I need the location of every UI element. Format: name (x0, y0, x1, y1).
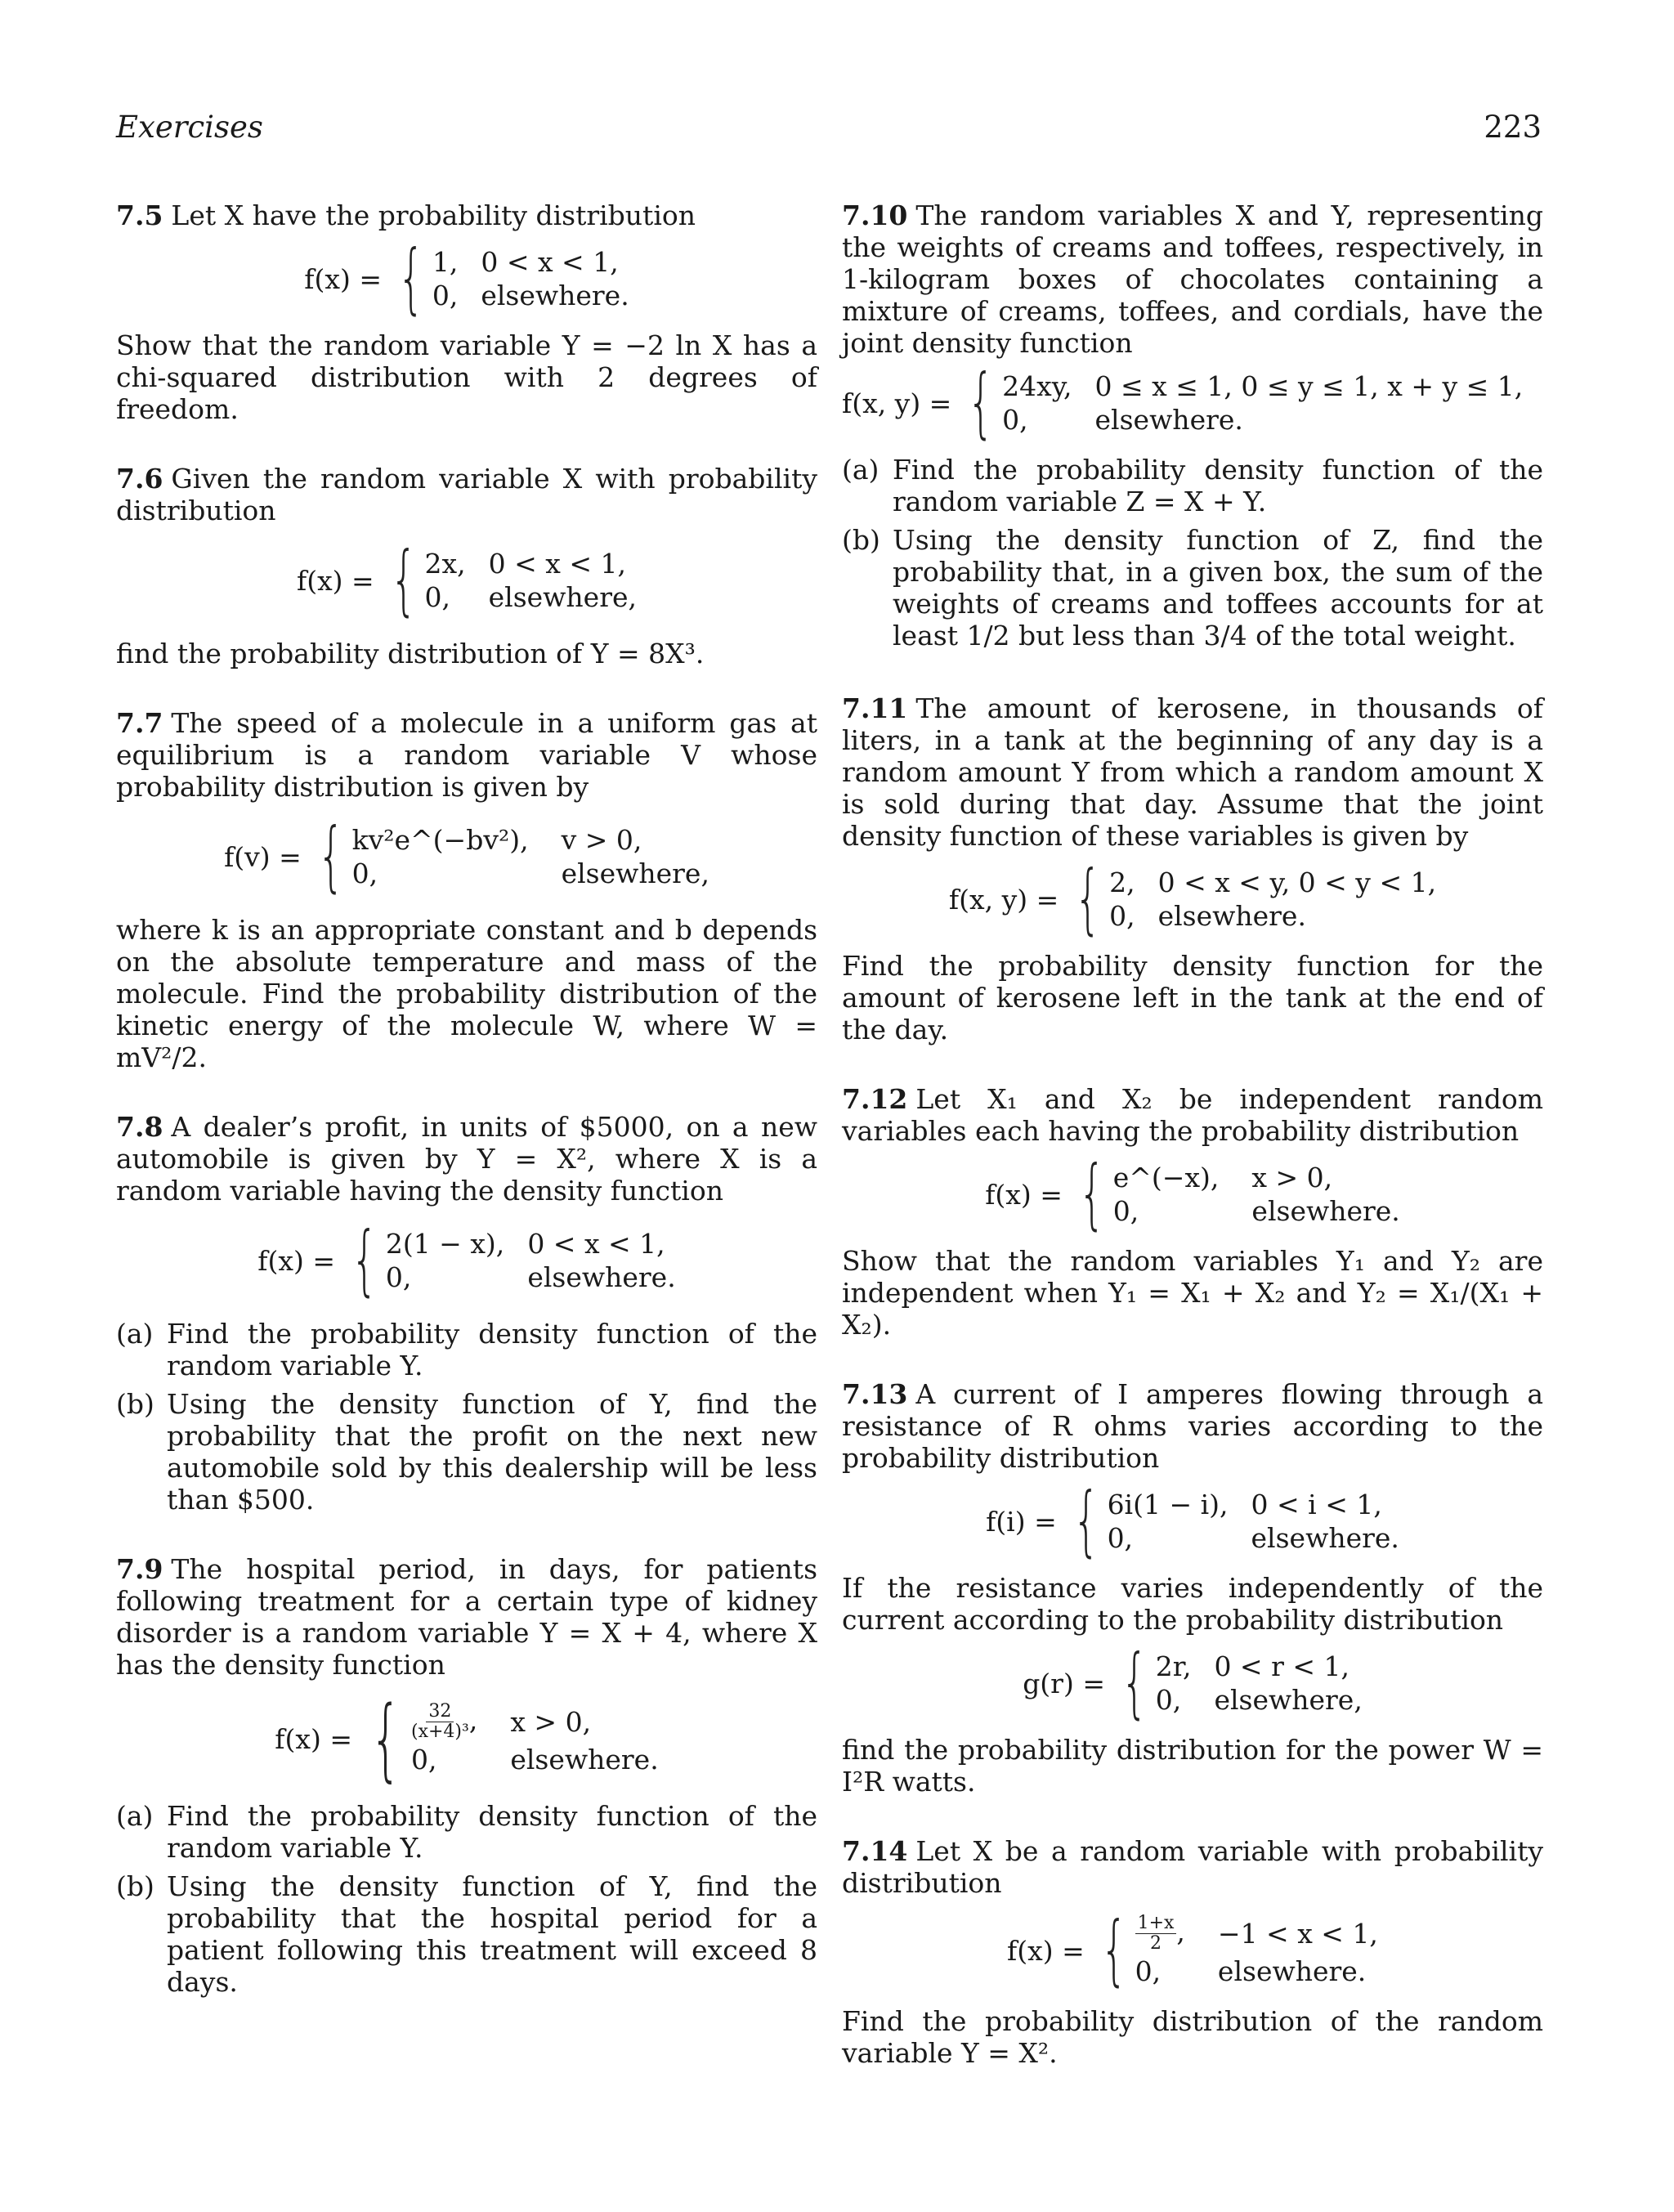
piecewise-cases: $\frac{32}{\text{(x+4)³}}$ , x > 0, 0, elsewhere. (411, 1701, 659, 1775)
exercise-7-7 (116, 707, 817, 1073)
exercise-7-5 (116, 199, 817, 425)
left-column (116, 199, 817, 2035)
piecewise-cases: 2r, 0 < r < 1, 0, elsewhere, (1155, 1650, 1363, 1716)
piecewise-cases: 1, 0 < x < 1, 0, elsewhere. (432, 246, 629, 311)
part-b: (b) Using the density function of Y, find the probability that the hospital period for a patient following this treatment will exceed 8 days. (116, 1870, 817, 1998)
part-b: (b) Using the density function of Y, find the probability that the profit on the next new automobile sold by this dealership will be less than $500. (116, 1388, 817, 1516)
exercise-text: find the probability distribution for the power W = I²R watts. (842, 1734, 1543, 1798)
piecewise-cases: 24xy, 0 ≤ x ≤ 1, 0 ≤ y ≤ 1, x + y ≤ 1, 0, elsewhere. (1002, 370, 1524, 436)
fraction: $\frac{32}{\text{(x+4)³}}$ (411, 1701, 469, 1742)
resistance-equation: g(r) = { 2r, 0 < r < 1, 0, elsewhere, (1023, 1638, 1363, 1727)
left-brace: { (369, 1686, 402, 1791)
left-brace: { (1078, 1149, 1106, 1238)
left-brace: { (397, 234, 425, 323)
exercise-number: 7.5 (116, 199, 163, 231)
exercise-intro: Let X₁ and X₂ be independent random variables each having the probability distribution (842, 1083, 1543, 1147)
piecewise-cases: 2(1 − x), 0 < x < 1, 0, elsewhere. (385, 1228, 676, 1293)
density-equation: f(x) = { 1, 0 < x < 1, 0, elsewhere. (304, 234, 629, 323)
exercise-number: 7.11 (842, 692, 908, 724)
part-b: (b) Using the density function of Z, find the probability that, in a given box, the sum of the weights of creams and toffees accounts for at least 1/2 but less than 3/4 of the total weight. (842, 524, 1543, 652)
exercise-7-10 (842, 199, 1543, 652)
density-equation: f(v) = { kv²e^(−bv²), v > 0, 0, elsewhere, (224, 812, 709, 901)
piecewise-cases: e^(−x), x > 0, 0, elsewhere. (1112, 1162, 1400, 1227)
exercise-intro: The hospital period, in days, for patients following treatment for a certain type of kidney disorder is a random variable Y = X + 4, where X has the density function (116, 1553, 817, 1681)
exercise-number: 7.10 (842, 199, 908, 231)
exercise-intro: A dealer’s profit, in units of $5000, on a new automobile is given by Y = X², where X is a random variable having the density function (116, 1111, 817, 1207)
exercise-text: Show that the random variable Y = −2 ln X has a chi-squared distribution with 2 degrees of freedom. (116, 329, 817, 425)
part-a: (a) Find the probability density function of the random variable Y. (116, 1318, 817, 1381)
exercise-number: 7.13 (842, 1378, 908, 1410)
density-equation: f(x) = { e^(−x), x > 0, 0, elsewhere. (985, 1149, 1400, 1238)
left-brace: { (390, 535, 418, 625)
density-equation: f(x, y) = { 24xy, 0 ≤ x ≤ 1, 0 ≤ y ≤ 1, x + y ≤ 1, 0, elsewhere. (842, 358, 1524, 447)
exercise-number: 7.12 (842, 1083, 908, 1115)
exercise-parts (842, 454, 1543, 652)
density-equation: f(i) = { 6i(1 − i), 0 < i < 1, 0, elsewhere. (986, 1476, 1399, 1565)
density-equation: f(x, y) = { 2, 0 < x < y, 0 < y < 1, 0, elsewhere. (948, 854, 1437, 943)
exercise-number: 7.14 (842, 1835, 908, 1867)
part-a: (a) Find the probability density function of the random variable Y. (116, 1800, 817, 1864)
section-title: Exercises (116, 110, 263, 145)
exercise-7-14 (842, 1835, 1543, 2069)
exercise-text: Find the probability density function for the amount of kerosene left in the tank at the end of the day. (842, 950, 1543, 1046)
left-brace: { (1121, 1638, 1148, 1727)
exercise-number: 7.6 (116, 463, 163, 495)
exercise-intro: A current of I amperes flowing through a resistance of R ohms varies according to the probability distribution (842, 1378, 1543, 1474)
exercise-intro: Let X be a random variable with probability distribution (842, 1835, 1543, 1899)
left-brace: { (1074, 854, 1102, 943)
exercise-text: Show that the random variables Y₁ and Y₂ are independent when Y₁ = X₁ + X₂ and Y₂ = X₁/(X₁ + X₂). (842, 1245, 1543, 1341)
exercise-text: where k is an appropriate constant and b depends on the absolute temperature and mass of the molecule. Find the probability distribution of the kinetic energy of the molecule W, where W = mV²/2. (116, 914, 817, 1073)
fraction: $\frac{1+x}{2}$ (1135, 1914, 1177, 1954)
piecewise-cases: kv²e^(−bv²), v > 0, 0, elsewhere, (351, 824, 709, 889)
piecewise-cases: 2x, 0 < x < 1, 0, elsewhere, (424, 548, 637, 613)
piecewise-cases: 6i(1 − i), 0 < i < 1, 0, elsewhere. (1107, 1489, 1399, 1554)
part-a: (a) Find the probability density function of the random variable Z = X + Y. (842, 454, 1543, 517)
density-equation: f(x) = { $\frac{1+x}{2}$ , −1 < x < 1, 0, elsewhere. (1007, 1905, 1378, 1995)
page-number: 223 (1484, 110, 1542, 145)
density-equation: f(x) = { 2(1 − x), 0 < x < 1, 0, elsewhere. (257, 1216, 676, 1305)
exercise-7-8 (116, 1111, 817, 1516)
exercise-number: 7.9 (116, 1553, 163, 1585)
exercise-number: 7.8 (116, 1111, 163, 1143)
left-brace: { (1072, 1476, 1100, 1565)
left-brace: { (317, 812, 345, 901)
density-equation: f(x) = { 2x, 0 < x < 1, 0, elsewhere, (296, 535, 637, 625)
right-column (842, 199, 1543, 2107)
exercise-7-6 (116, 463, 817, 669)
exercise-intro: Given the random variable X with probability distribution (116, 463, 817, 526)
density-equation: f(x) = { $\frac{32}{\text{(x+4)³}}$ , x > 0, 0, elsewhere. (275, 1686, 659, 1791)
exercise-parts (116, 1318, 817, 1516)
running-head (116, 110, 1542, 145)
exercise-intro: The amount of kerosene, in thousands of liters, in a tank at the beginning of any day is a random amount Y from which a random amount X is sold during that day. Assume that the joint density function of these variables is given by (842, 692, 1543, 852)
left-brace: { (1100, 1905, 1128, 1995)
exercise-intro: The speed of a molecule in a uniform gas at equilibrium is a random variable V whose probability distribution is given by (116, 707, 817, 803)
exercise-number: 7.7 (116, 707, 163, 739)
piecewise-cases: 2, 0 < x < y, 0 < y < 1, 0, elsewhere. (1109, 866, 1437, 932)
exercise-text: Find the probability distribution of the random variable Y = X². (842, 2005, 1543, 2069)
piecewise-cases: $\frac{1+x}{2}$ , −1 < x < 1, 0, elsewhere. (1135, 1913, 1378, 1987)
exercise-text: find the probability distribution of Y = 8X³. (116, 638, 705, 669)
exercise-intro: The random variables X and Y, representing the weights of creams and toffees, respectively, in 1-kilogram boxes of chocolates containing a mixture of creams, toffees, and cordials, have the joint density function (842, 199, 1543, 359)
exercise-7-12 (842, 1083, 1543, 1341)
exercise-7-9 (116, 1553, 817, 1998)
exercise-text: If the resistance varies independently of the current according to the probability distribution (842, 1572, 1543, 1636)
left-brace: { (967, 358, 995, 447)
exercise-7-13 (842, 1378, 1543, 1798)
exercise-parts (116, 1800, 817, 1998)
exercise-intro: Let X have the probability distribution (171, 199, 696, 231)
exercise-7-11 (842, 692, 1543, 1046)
left-brace: { (351, 1216, 378, 1305)
